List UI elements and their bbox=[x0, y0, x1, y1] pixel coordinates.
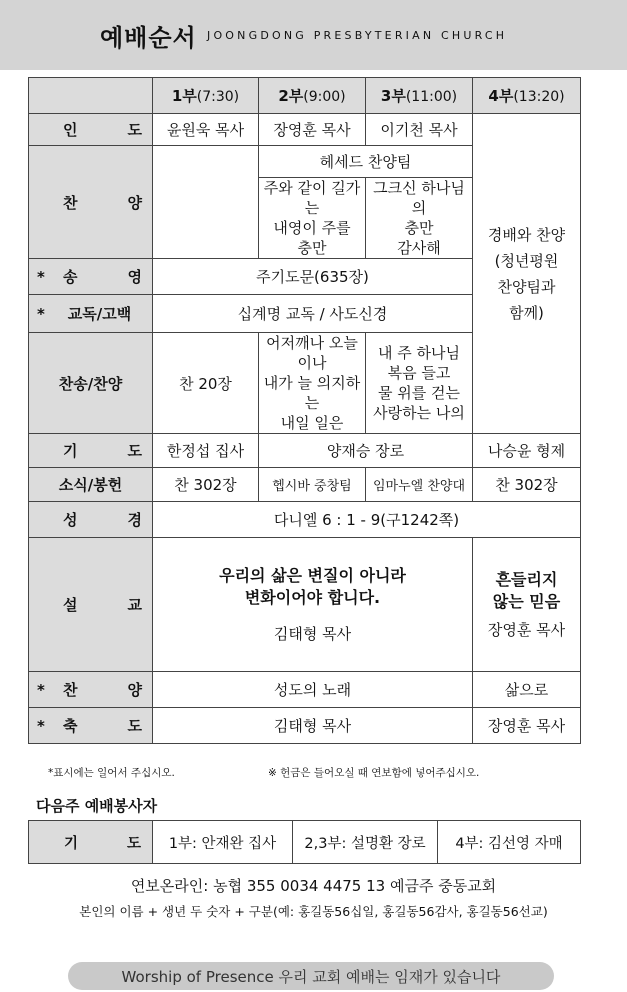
hymn-s2-song: 어저깨나 오늘이나 내가 늘 의지하는 내일 일은 bbox=[259, 333, 366, 434]
leader-label: 인 도 bbox=[29, 114, 153, 146]
leader-s1: 윤원욱 목사 bbox=[153, 114, 259, 146]
next-prayer-s1: 1부: 안재완 집사 bbox=[153, 821, 293, 864]
scripture-label: 성 경 bbox=[29, 502, 153, 538]
prayer-s23: 양재승 장로 bbox=[259, 434, 473, 468]
praise-team: 헤세드 찬양팀 bbox=[259, 146, 473, 178]
offering-s3: 임마누엘 찬양대 bbox=[366, 468, 473, 502]
doxology-label: * 송 영 bbox=[29, 259, 153, 295]
prayer-label: 기 도 bbox=[29, 434, 153, 468]
offering-row bbox=[29, 468, 581, 502]
next-prayer-label: 기 도 bbox=[29, 821, 153, 864]
next-prayer-s23: 2,3부: 설명환 장로 bbox=[293, 821, 438, 864]
page-title: 예배순서 bbox=[100, 24, 197, 52]
next-week-table bbox=[28, 820, 581, 864]
worship-order-table bbox=[28, 77, 581, 744]
offering-s4: 찬 302장 bbox=[473, 468, 581, 502]
next-prayer-s4: 4부: 김선영 자매 bbox=[438, 821, 581, 864]
hymn-s1: 찬 20장 bbox=[153, 333, 259, 434]
confession-label: * 교독/고백 bbox=[29, 295, 153, 333]
service-3-header: 3부(11:00) bbox=[366, 78, 473, 114]
sermon-row bbox=[29, 538, 581, 672]
leader-s2: 장영훈 목사 bbox=[259, 114, 366, 146]
service-header-row bbox=[29, 78, 581, 114]
scripture-row bbox=[29, 502, 581, 538]
closing-hymn-s4: 삶으로 bbox=[473, 672, 581, 708]
corner-cell bbox=[29, 78, 153, 114]
online-offering-account: 연보온라인: 농협 355 0034 4475 13 예금주 중동교회 bbox=[130, 877, 497, 895]
benediction-label: * 축 도 bbox=[29, 708, 153, 744]
confession-value: 십계명 교독 / 사도신경 bbox=[153, 295, 473, 333]
scripture-value: 다니엘 6 : 1 - 9(구1242쪽) bbox=[153, 502, 581, 538]
hymn-s3-song: 내 주 하나님 복음 들고 물 위를 걷는 사랑하는 나의 bbox=[366, 333, 473, 434]
leader-s3: 이기천 목사 bbox=[366, 114, 473, 146]
offering-s1: 찬 302장 bbox=[153, 468, 259, 502]
online-offering-instructions: 본인의 이름 + 생년 두 숫자 + 구분(예: 홍길동56십일, 홍길동56감사, 홍길동56선교) bbox=[79, 904, 548, 919]
prayer-s4: 나승윤 형제 bbox=[473, 434, 581, 468]
closing-hymn-label: * 찬 양 bbox=[29, 672, 153, 708]
sermon-main bbox=[153, 538, 473, 672]
praise-s3-song: 그크신 하나님의 충만 감사해 bbox=[366, 178, 473, 259]
service-2-header: 2부(9:00) bbox=[259, 78, 366, 114]
church-name: JOONGDONG PRESBYTERIAN CHURCH bbox=[207, 29, 508, 42]
praise-label: 찬 양 bbox=[29, 146, 153, 259]
benediction-value: 김태형 목사 bbox=[153, 708, 473, 744]
sermon-title: 우리의 삶은 변질이 아니라 변화이어야 합니다. bbox=[219, 566, 406, 607]
service-4-header: 4부(13:20) bbox=[473, 78, 581, 114]
service-1-header: 1부(7:30) bbox=[153, 78, 259, 114]
closing-hymn-value: 성도의 노래 bbox=[153, 672, 473, 708]
sermon-s4 bbox=[473, 538, 581, 672]
leader-row bbox=[29, 114, 581, 146]
prayer-s1: 한정섭 집사 bbox=[153, 434, 259, 468]
benediction-row bbox=[29, 708, 581, 744]
hymn-label: 찬송/찬양 bbox=[29, 333, 153, 434]
closing-hymn-row bbox=[29, 672, 581, 708]
benediction-s4: 장영훈 목사 bbox=[473, 708, 581, 744]
next-week-title: 다음주 예배봉사자 bbox=[36, 797, 158, 815]
standing-note: *표시에는 일어서 주십시오. bbox=[48, 767, 175, 779]
sermon-s4-preacher: 장영훈 목사 bbox=[487, 621, 566, 639]
prayer-row bbox=[29, 434, 581, 468]
offering-note: ※ 헌금은 들어오실 때 연보함에 넣어주십시오. bbox=[268, 767, 480, 779]
offering-label: 소식/봉헌 bbox=[29, 468, 153, 502]
sermon-preacher: 김태형 목사 bbox=[273, 625, 352, 643]
sermon-label: 설 교 bbox=[29, 538, 153, 672]
offering-s2: 헵시바 중창팀 bbox=[259, 468, 366, 502]
service-4-combined: 경배와 찬양 (청년평원 찬양팀과 함께) bbox=[473, 114, 581, 434]
sermon-s4-title: 흔들리지 않는 믿음 bbox=[492, 570, 561, 611]
praise-s1 bbox=[153, 146, 259, 259]
doxology-value: 주기도문(635장) bbox=[153, 259, 473, 295]
praise-s2-song: 주와 같이 길가는 내영이 주를 충만 bbox=[259, 178, 366, 259]
header bbox=[0, 0, 627, 70]
footer-banner: Worship of Presence 우리 교회 예배는 임재가 있습니다 bbox=[68, 962, 554, 990]
